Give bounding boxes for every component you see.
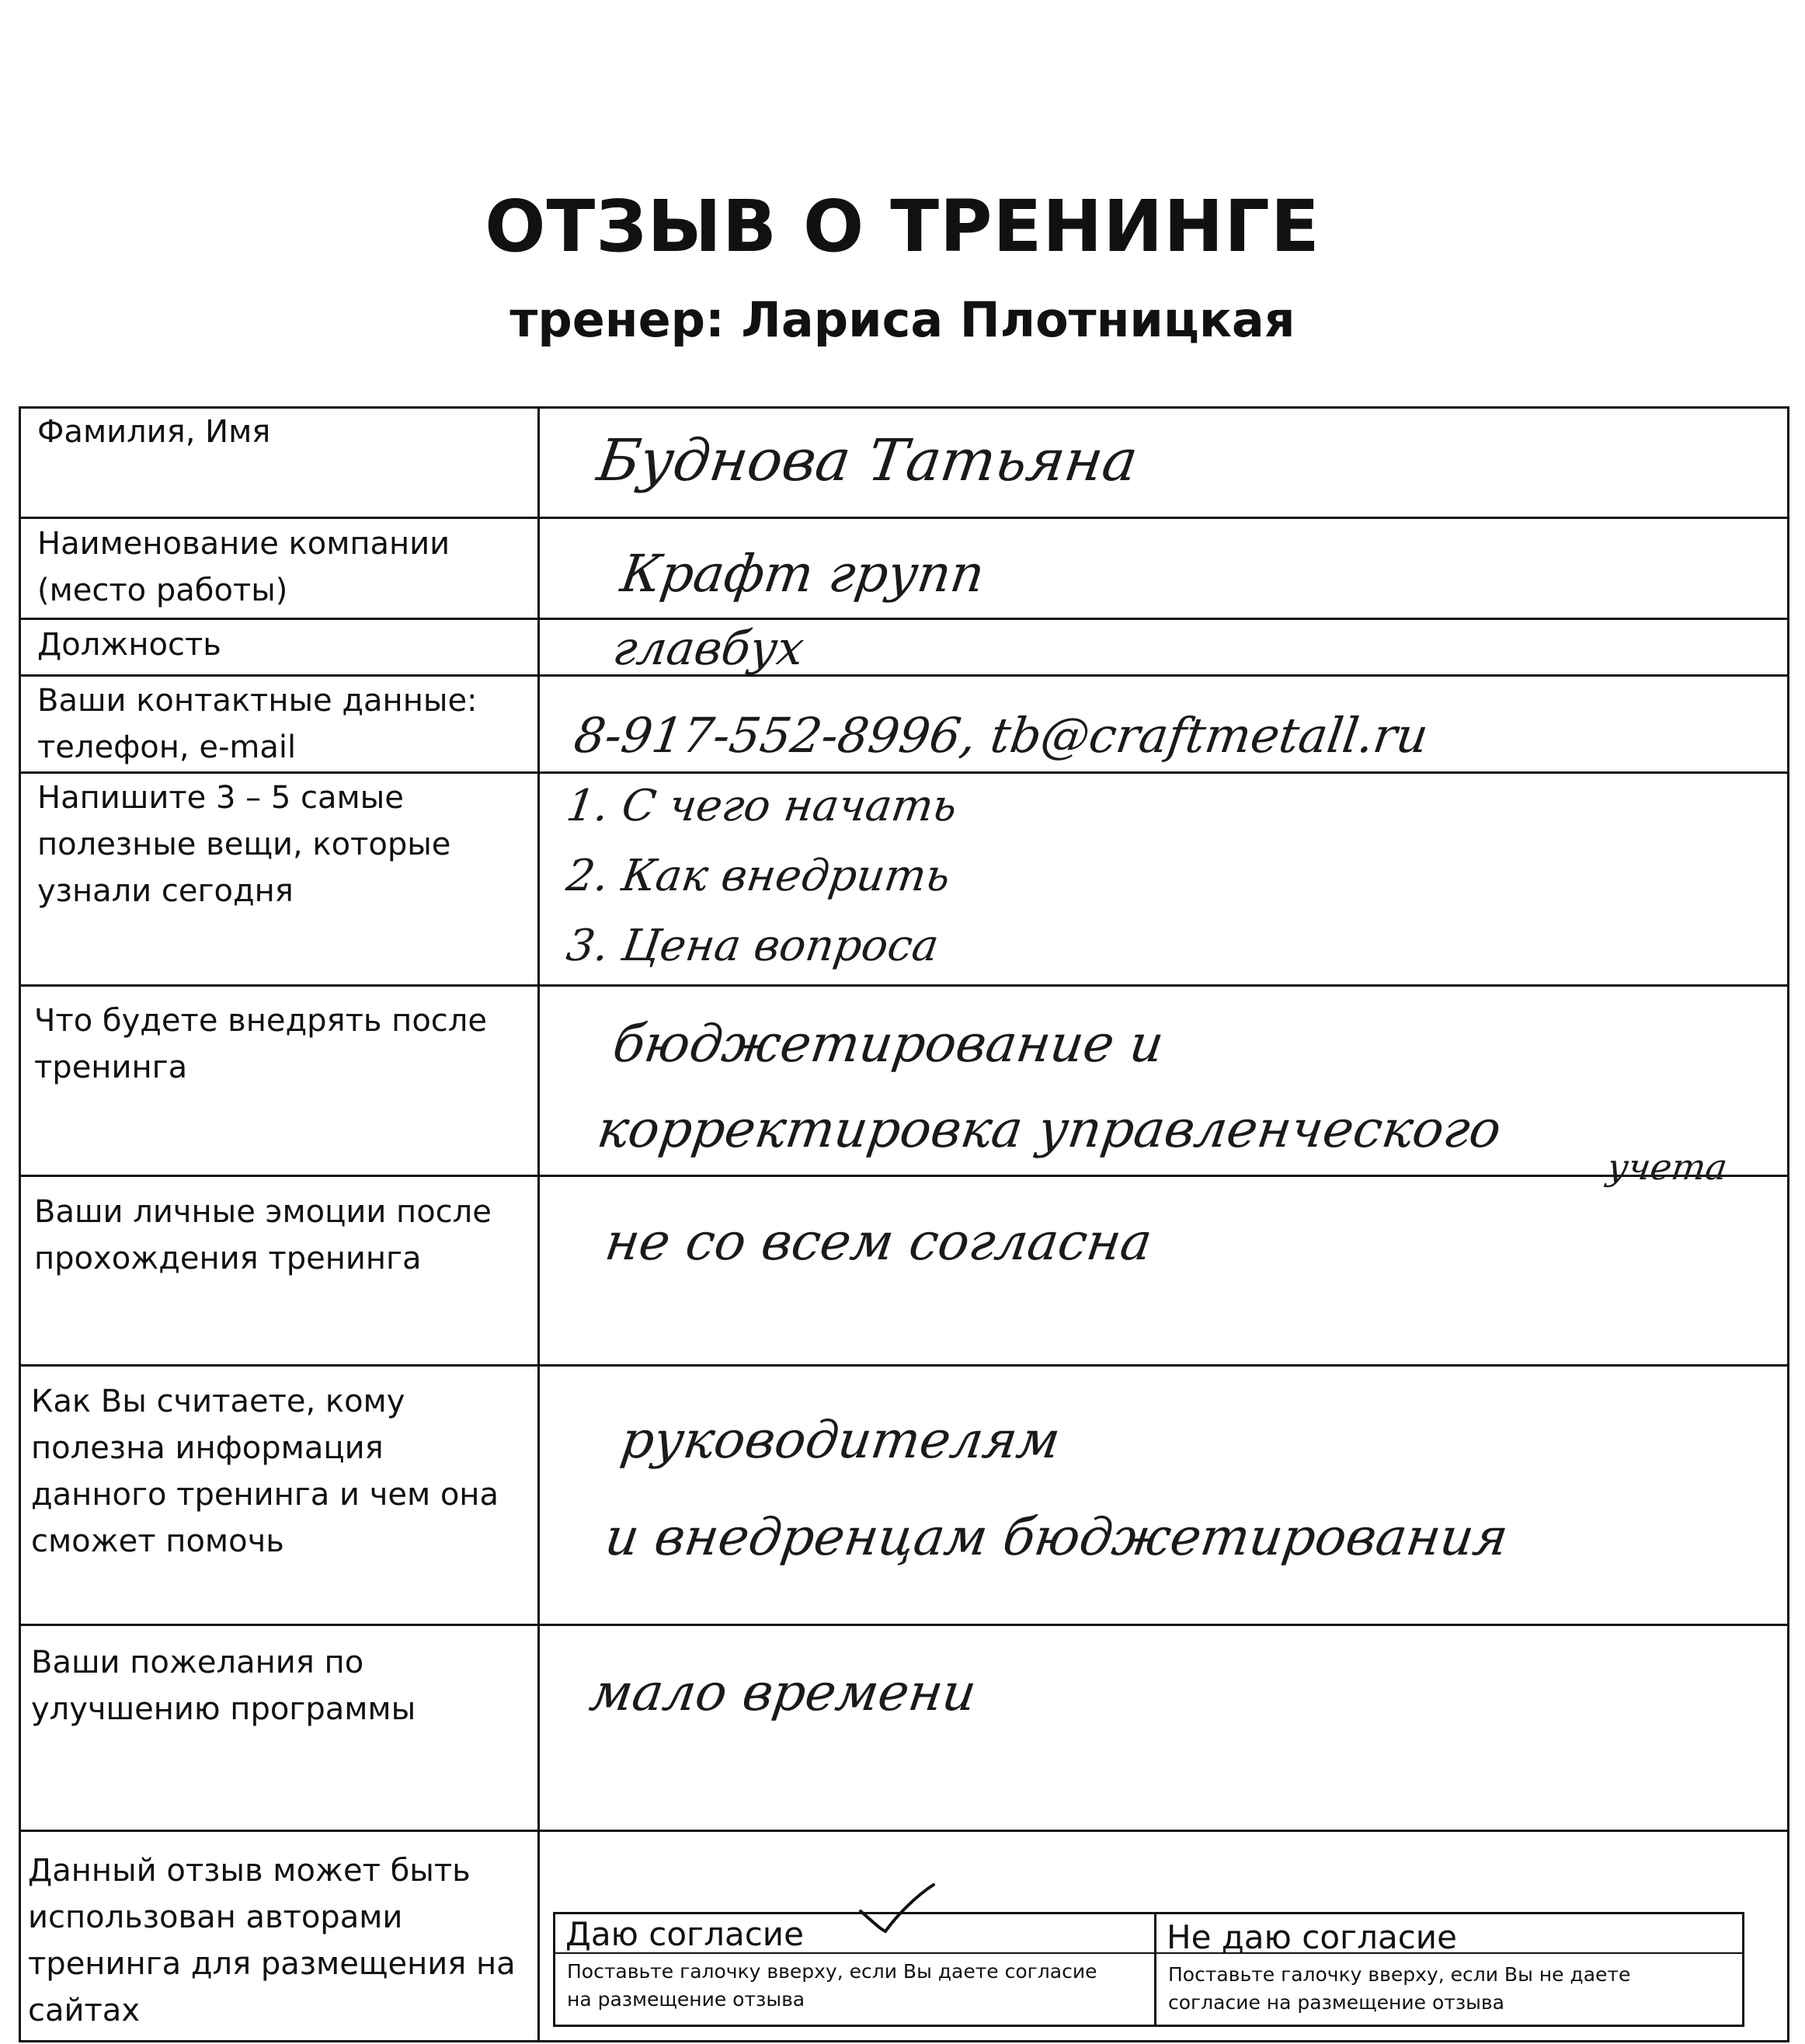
- checkmark-icon[interactable]: [854, 1880, 940, 1942]
- answer-position: главбух: [610, 622, 808, 676]
- answer-useful-1: 1. С чего начать: [563, 781, 961, 831]
- row-label-useful-things: Напишите 3 – 5 самые полезные вещи, которые узнали сегодня: [37, 780, 451, 909]
- row-label-implement: Что будете внедрять после тренинга: [34, 1003, 487, 1085]
- answer-wishes: мало времени: [586, 1663, 980, 1722]
- answer-useful-3: 3. Цена вопроса: [563, 921, 942, 971]
- disagree-option[interactable]: Не даю согласие: [1167, 1918, 1457, 1956]
- table-border-bottom: [20, 2040, 1789, 2042]
- table-border-top: [20, 406, 1789, 409]
- answer-contacts: 8-917-552-8996, tb@craftmetall.ru: [570, 707, 1432, 764]
- table-border-left: [19, 406, 21, 2042]
- answer-who-benefits-1: руководителям: [617, 1410, 1064, 1470]
- row-divider: [20, 1175, 1789, 1177]
- row-divider: [20, 517, 1789, 519]
- row-label-contacts: Ваши контактные данные: телефон, e-mail: [37, 683, 478, 765]
- table-border-right: [1787, 406, 1789, 2042]
- answer-who-benefits-2: и внедренцам бюджетирования: [601, 1507, 1512, 1567]
- column-divider: [537, 406, 540, 2042]
- answer-implement-3: учета: [1605, 1146, 1730, 1188]
- answer-implement-2: корректировка управленческого: [593, 1099, 1505, 1159]
- consent-border-bottom: [553, 2025, 1744, 2027]
- agree-note: Поставьте галочку вверху, если Вы даете согласие на размещение отзыва: [567, 1960, 1097, 2011]
- disagree-note: Поставьте галочку вверху, если Вы не даете согласие на размещение отзыва: [1168, 1963, 1631, 2014]
- row-label-wishes: Ваши пожелания по улучшению программы: [31, 1645, 416, 1727]
- row-divider: [20, 674, 1789, 677]
- row-label-who-benefits: Как Вы считаете, кому полезна информация данного тренинга и чем она сможет помочь: [31, 1384, 499, 1559]
- row-divider: [20, 1364, 1789, 1367]
- answer-name: Буднова Татьяна: [593, 427, 1142, 494]
- row-label-name: Фамилия, Имя: [37, 414, 271, 450]
- form-subtitle: тренер: Лариса Плотницкая: [510, 291, 1295, 348]
- row-divider: [20, 771, 1789, 774]
- row-divider: [20, 984, 1789, 987]
- row-divider: [20, 1624, 1789, 1626]
- consent-column-divider: [1154, 1912, 1156, 2027]
- row-label-position: Должность: [37, 627, 221, 663]
- row-label-emotions: Ваши личные эмоции после прохождения тренинга: [34, 1194, 492, 1276]
- row-divider: [20, 1830, 1789, 1832]
- consent-border-top: [553, 1912, 1744, 1914]
- form-title: ОТЗЫВ О ТРЕНИНГЕ: [485, 185, 1320, 268]
- answer-company: Крафт групп: [617, 544, 989, 604]
- consent-border-left: [553, 1912, 555, 2027]
- consent-border-right: [1742, 1912, 1744, 2027]
- answer-useful-2: 2. Как внедрить: [563, 851, 954, 901]
- agree-option[interactable]: Даю согласие: [565, 1915, 804, 1953]
- row-label-consent: Данный отзыв может быть использован авторами тренинга для размещения на сайтах: [28, 1853, 516, 2028]
- row-divider: [20, 618, 1789, 620]
- answer-implement-1: бюджетирование и: [609, 1014, 1168, 1074]
- row-label-company: Наименование компании (место работы): [37, 526, 450, 608]
- answer-emotions: не со всем согласна: [601, 1212, 1156, 1272]
